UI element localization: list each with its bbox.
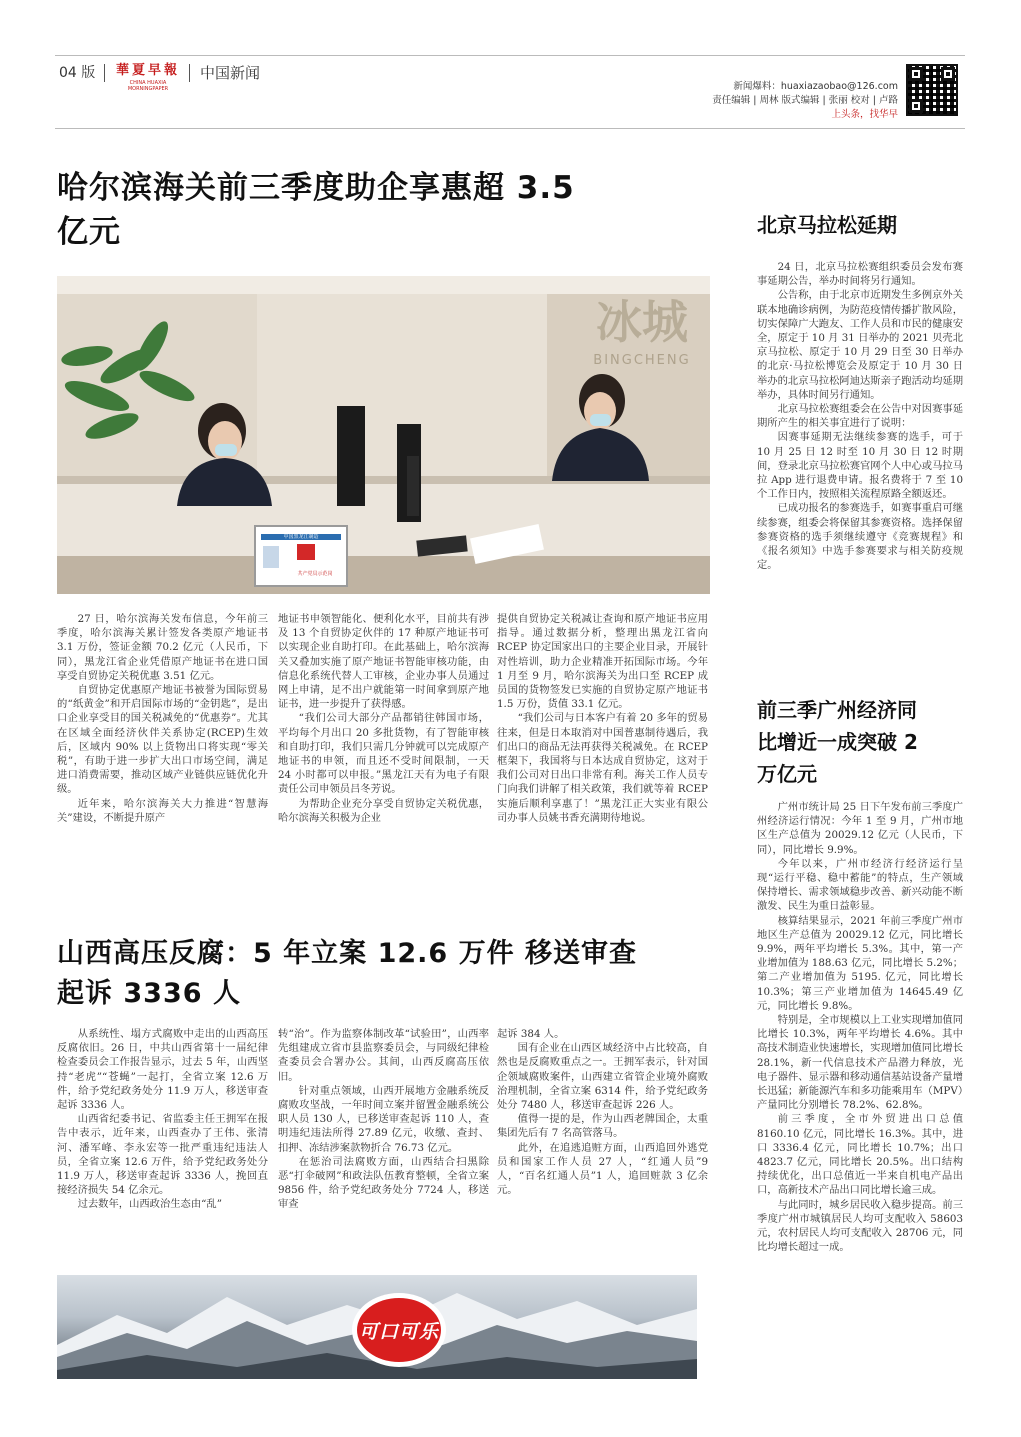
article2-column-3 — [497, 1027, 708, 1197]
paragraph: 近年来，哈尔滨海关大力推进“智慧海关”建设，不断提升原产 — [57, 797, 268, 824]
paragraph: 国有企业在山西区域经济中占比较高，自然也是反腐败重点之一。王拥军表示，针对国企领域腐败案件，山西建立省管企业境外腐败治理机制，全省立案 6314 件，给予党纪政务处分 7480 人，移送审查起诉 226 人。 — [497, 1042, 708, 1112]
paragraph: 过去数年，山西政治生态由“乱” — [77, 1198, 222, 1211]
article2-headline — [57, 934, 707, 1014]
article1-column-3 — [497, 612, 708, 825]
coca-cola-ad — [57, 1275, 697, 1379]
article1-column-1 — [57, 612, 268, 825]
section-name: 中国新闻 — [200, 64, 261, 82]
header-info — [712, 80, 898, 122]
screen-title: 中国黑龙江制造 — [283, 534, 319, 540]
paragraph: 核算结果显示，2021 年前三季度广州市地区生产总值为 20029.12 亿元，同比增长 9.9%，两年平均增长 5.3%。其中，第一产业增加值为 188.63 亿元，同比增长 5.2%；第二产业增加值为 5195. 亿元，同比增长 10.3%；第三产业增加值为 14645.49 亿元，同比增长 9.8%。 — [757, 914, 963, 1012]
paragraph: 起诉 384 人。 — [497, 1028, 565, 1040]
logo-text: 華夏早報 — [115, 63, 180, 78]
contact-email: 新闻爆料：huaxiazaobao@126.com — [733, 81, 898, 92]
sidebar2-headline-line2: 比增近一成突破 2 — [757, 730, 918, 754]
sidebar1-body — [757, 260, 963, 572]
paragraph: 转“治”。作为监察体制改革“试验田”，山西率先组建成立省市县监察委员会，与同级纪律检查委员会合署办公。其间，山西反腐高压依旧。 — [278, 1028, 489, 1083]
sidebar2-body — [757, 800, 963, 1255]
header-rule-top — [55, 55, 965, 56]
header-divider — [104, 64, 105, 82]
header-divider — [189, 64, 190, 82]
paragraph: 在惩治司法腐败方面，山西结合扫黑除恶“打伞破网”和政法队伍教育整顿，全省立案 9856 件，给予党纪政务处分 7724 人，移送审查 — [278, 1155, 489, 1211]
paragraph: 因赛事延期无法继续参赛的选手，可于 10 月 25 日 12 时至 10 月 30 日 12 时期间，登录北京马拉松赛官网个人中心或马拉马拉 App 进行退费申请。报名费将于 7 至 10 个工作日内，按照相关流程原路全额返还。 — [757, 431, 963, 501]
sidebar2-headline-line3: 万亿元 — [757, 762, 817, 786]
paragraph: 山西省纪委书记、省监委主任王拥军在报告中表示，近年来，山西查办了王伟、张清河、潘军峰、李永宏等一批严重违纪违法人员，全省立案 12.6 万件，给予党纪政务处分 11.9 万人，移送审查起诉 3336 人，挽回直接经济损失 54 亿余元。 — [57, 1113, 268, 1197]
paragraph: 提供自贸协定关税减让查询和原产地证书应用指导。通过数据分析，整理出黑龙江省向 RCEP 协定国家出口的主要企业目录，开展针对性培训，助力企业精准开拓国际市场。今年 1 月至 9 月，哈尔滨海关为出口至 RCEP 成员国的货物签发已实施的自贸协定原产地证书 1.5 万份，货值 33.1 亿元。 — [497, 613, 708, 711]
paragraph: 从系统性、塌方式腐败中走出的山西高压反腐依旧。26 日，中共山西省第十一届纪律检查委员会工作报告显示，过去 5 年，山西坚持“老虎”“苍蝇”一起打，全省立案 12.6 万件，给予党纪政务处分 11.9 万人，移送审查起诉 3336 人。 — [57, 1028, 268, 1112]
paragraph: “我们公司与日本客户有着 20 多年的贸易往来，但是日本取消对中国普惠制待遇后，我们出口的商品无法再获得关税减免。在 RCEP 框架下，我国将与日本达成自贸协定，这对于我们公司对日出口非常有利。海关工作人员专门向我们讲解了相关政策，我们就等着 RCEP 实施后顺利享惠了！”黑龙江正大实业有限公司办事人员姚书香充满期待地说。 — [497, 712, 708, 824]
sidebar2-headline-line1: 前三季广州经济同 — [757, 698, 917, 722]
paragraph: 与此同时，城乡居民收入稳步提高。前三季度广州市城镇居民人均可支配收入 58603 元，农村居民人均可支配收入 28706 元，同比均增长超过一成。 — [757, 1198, 963, 1254]
customs-office-photo — [57, 276, 710, 594]
paragraph: 广州市统计局 25 日下午发布前三季度广州经济运行情况：今年 1 至 9 月，广州市地区生产总值为 20029.12 亿元（人民币，下同），同比增长 9.9%。 — [757, 801, 963, 856]
newspaper-logo — [113, 62, 183, 92]
paragraph: 为帮助企业充分享受自贸协定关税优惠，哈尔滨海关积极为企业 — [278, 797, 489, 824]
article1-column-2 — [278, 612, 489, 825]
screen-party-label: 共产党员示范岗 — [297, 571, 333, 577]
paragraph: 此外，在追逃追赃方面，山西追回外逃党员和国家工作人员 27 人，“红通人员”9 人，“百名红通人员”1 人，追回赃款 3 亿余元。 — [497, 1141, 708, 1197]
paragraph: “我们公司大部分产品都销往韩国市场，平均每个月出口 20 多批货物，有了智能审核和自助打印，我们只需几分钟就可以完成原产地证书的申领，而且还不受时间限制，一天 24 小时都可以申报。”黑龙江天有为电子有限责任公司申领员吕冬芳说。 — [278, 712, 489, 796]
paragraph: 前三季度，全市外贸进出口总值 8160.10 亿元，同比增长 16.3%。其中，进口 3336.4 亿元，同比增长 10.7%；出口 4823.7 亿元，同比增长 20.5%。出口结构持续优化，出口总值近一半来自机电产品出口，高新技术产品出口同比增长逾三成。 — [757, 1113, 963, 1197]
paragraph: 北京马拉松赛组委会在公告中对因赛事延期所产生的相关事宜进行了说明： — [757, 403, 963, 430]
slogan: 上头条，找华早 — [831, 109, 898, 120]
paragraph: 已成功报名的参赛选手，如赛事重启可继续参赛，组委会将保留其参赛资格。选择保留参赛资格的选手须继续遵守《竞赛规程》和《报名须知》中选手参赛要求与相关防疫规定。 — [757, 502, 963, 572]
article2-column-2 — [278, 1027, 489, 1212]
article1-headline-line1: 哈尔滨海关前三季度助企享惠超 3.5 — [57, 170, 575, 206]
sidebar2-headline — [757, 694, 967, 790]
paragraph: 地证书申领智能化、便利化水平，目前共有涉及 13 个自贸协定伙伴的 17 种原产地证书可以实现企业自助打印。在此基础上，哈尔滨海关又叠加实施了原产地证书智能审核功能，由信息化系统代替人工审核，企业办事人员通过网上申请，足不出户就能第一时间拿到原产地证书，进一步提升了获得感。 — [278, 613, 489, 711]
paragraph: 今年以来，广州市经济行经济运行呈现“运行平稳、稳中蓄能”的特点，生产领域保持增长、需求领域稳步改善、新兴动能不断激发、民生为重日益彰显。 — [757, 857, 963, 913]
wall-text: 冰城 — [596, 295, 688, 349]
logo-subtext: CHINA HUAXIA MORNINGPAPER — [127, 80, 169, 92]
paragraph: 值得一提的是，作为山西老牌国企，太重集团先后有 7 名高管落马。 — [497, 1113, 708, 1140]
paragraph: 针对重点领域，山西开展地方金融系统反腐败攻坚战，一年时间立案并留置金融系统公职人员 130 人，已移送审查起诉 110 人，查明违纪违法所得 27.89 亿元，收缴、查封、扣押、冻结涉案款物折合 76.73 亿元。 — [278, 1084, 489, 1154]
sidebar1-headline: 北京马拉松延期 — [757, 213, 897, 237]
article2-headline-line2: 起诉 3336 人 — [57, 978, 241, 1009]
paragraph: 自贸协定优惠原产地证书被誉为国际贸易的“纸黄金”和开启国际市场的“金钥匙”，是出口企业享受目的国关税减免的“优惠券”。尤其在区域全面经济伙伴关系协定(RCEP)生效后，区域内 90% 以上货物出口将实现“零关税”，有助于进一步扩大出口市场空间，满足进口消费需要，推动区域产业链供应链优化升级。 — [57, 684, 268, 796]
ad-brand-text: 可口可乐 — [358, 1320, 439, 1343]
paragraph: 24 日，北京马拉松赛组织委员会发布赛事延期公告，举办时间将另行通知。 — [757, 261, 963, 288]
editor-credits: 责任编辑 | 周林 版式编辑 | 张丽 校对 | 卢路 — [712, 95, 898, 106]
qr-code-icon — [906, 64, 958, 116]
coca-cola-logo — [357, 1298, 441, 1362]
wall-subtext: BINGCHENG — [593, 353, 691, 368]
article1-headline-line2: 亿元 — [57, 214, 121, 250]
header-rule-bottom — [55, 128, 965, 129]
page-number: 04 版 — [59, 65, 96, 81]
photo-illustration — [57, 276, 710, 594]
article2-headline-line1: 山西高压反腐：5 年立案 12.6 万件 移送审查 — [57, 938, 638, 969]
article1-headline — [57, 166, 707, 254]
paragraph: 特别是，全市规模以上工业实现增加值同比增长 10.3%，两年平均增长 4.6%。其中高技术制造业快速增长，实现增加值同比增长 28.1%，新一代信息技术产品潜力释放，光电子器件、显示器和移动通信基站设备产量增长迅猛；新能源汽车和多功能乘用车（MPV）产量同比分别增长 78.2%、62.8%。 — [757, 1014, 963, 1112]
paragraph: 27 日，哈尔滨海关发布信息，今年前三季度，哈尔滨海关累计签发各类原产地证书 3.1 万份，签证金额 70.2 亿元（人民币，下同），黑龙江省企业凭借原产地证书在进口国享受自贸协定关税优惠 3.51 亿元。 — [57, 613, 268, 682]
paragraph: 公告称，由于北京市近期发生多例京外关联本地确诊病例，为防范疫情传播扩散风险，切实保障广大跑友、工作人员和市民的健康安全，原定于 10 月 31 日举办的 2021 贝壳北京马拉松、原定于 10 月 29 日至 30 日举办的北京·马拉松博览会及原定于 10 月 30 日举办的北京马拉松阿迪达斯亲子跑活动均延期举办，具体时间另行通知。 — [757, 289, 963, 401]
article2-column-1 — [57, 1027, 268, 1212]
